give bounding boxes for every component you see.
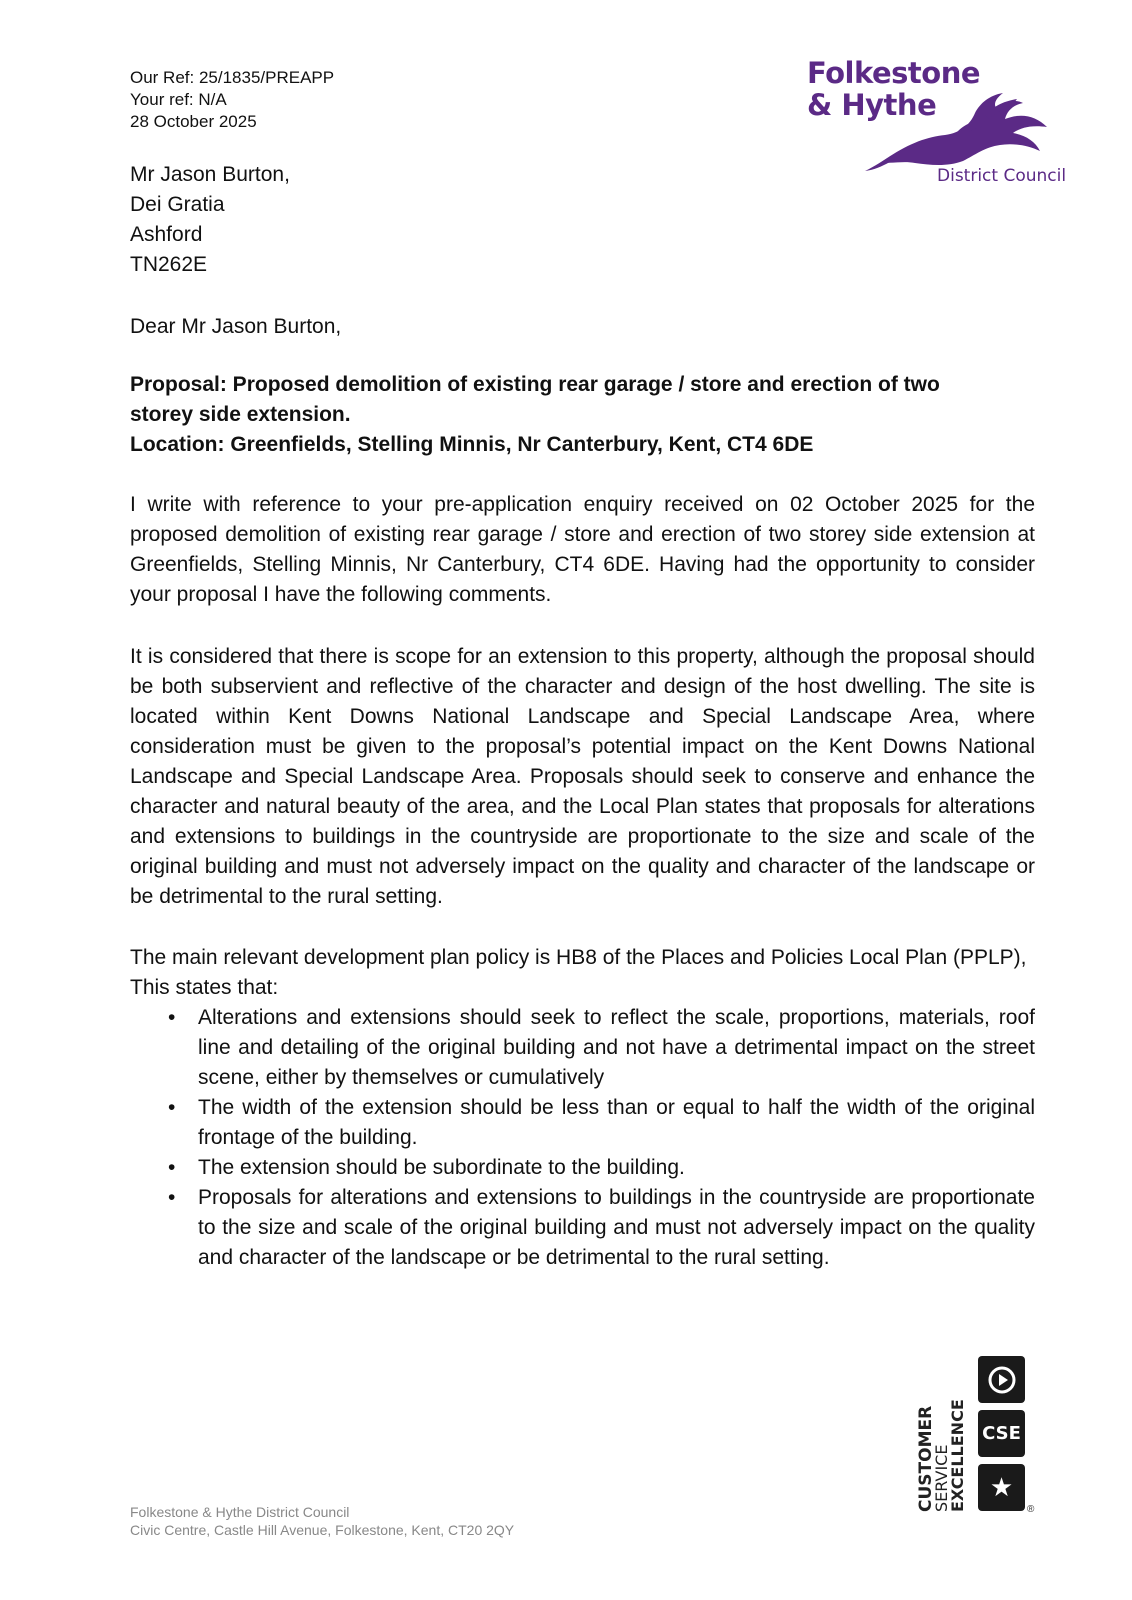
- recipient-address: [130, 160, 290, 280]
- logo-text-hythe: & Hythe: [807, 88, 937, 122]
- play-icon: [978, 1356, 1025, 1403]
- address-line: Mr Jason Burton,: [130, 163, 290, 186]
- bullet-text: Proposals for alterations and extensions to buildings in the countryside are proportionate to the size and scale of the original building and must not adversely impact on the quality and character of the landscape or be detrimental to the rural setting.: [198, 1186, 1035, 1269]
- cse-word-customer: CUSTOMER: [916, 1405, 936, 1512]
- bullet-text: The width of the extension should be less than or equal to half the width of the original frontage of the building.: [198, 1096, 1035, 1149]
- your-ref: Your ref: N/A: [130, 90, 227, 109]
- bullet-icon: •: [168, 1006, 176, 1029]
- subject-block: [130, 370, 1035, 460]
- paragraph-intro: I write with reference to your pre-application enquiry received on 02 October 2025 for the proposed demolition of existing rear garage / store and erection of two storey side extension at Greenfields, Stelling Minnis, Nr Canterbury, CT4 6DE. Having had the opportunity to consider your proposal I have the following comments.: [130, 493, 1035, 606]
- address-line: Ashford: [130, 223, 203, 246]
- customer-service-excellence-badge: [918, 1380, 1038, 1550]
- logo-text-district-council: District Council: [937, 166, 1067, 186]
- address-line: TN262E: [130, 253, 208, 276]
- list-item: [130, 1093, 1035, 1153]
- location-line: Location: Greenfields, Stelling Minnis, Nr Canterbury, Kent, CT4 6DE: [130, 433, 814, 456]
- salutation: Dear Mr Jason Burton,: [130, 315, 342, 338]
- proposal-line-2: storey side extension.: [130, 403, 351, 426]
- bullet-icon: •: [168, 1156, 176, 1179]
- footer-line-2: Civic Centre, Castle Hill Avenue, Folkestone, Kent, CT20 2QY: [130, 1522, 515, 1538]
- council-logo: [800, 50, 1065, 200]
- proposal-line-1: Proposal: Proposed demolition of existing rear garage / store and erection of two: [130, 373, 940, 396]
- reference-block: [130, 67, 334, 133]
- bullet-icon: •: [168, 1186, 176, 1209]
- cse-box: CSE: [978, 1410, 1025, 1457]
- paragraph-scope: It is considered that there is scope for an extension to this property, although the proposal should be both subservient and reflective of the character and design of the host dwelling. The site is located within Kent Downs National Landscape and Special Landscape Area, where consideration must be given to the proposal’s potential impact on the Kent Downs National Landscape and Special Landscape Area. Proposals should seek to conserve and enhance the character and natural beauty of the area, and the Local Plan states that proposals for alterations and extensions to buildings in the countryside are proportionate to the size and scale of the original building and must not adversely impact on the quality and character of the landscape or be detrimental to the rural setting.: [130, 645, 1035, 908]
- cse-word-service: SERVICE: [932, 1444, 951, 1512]
- cse-words: [918, 1380, 974, 1544]
- list-item: [130, 1003, 1035, 1093]
- our-ref: Our Ref: 25/1835/PREAPP: [130, 68, 335, 87]
- registered-mark: ®: [1027, 1504, 1035, 1515]
- bullet-text: Alterations and extensions should seek to reflect the scale, proportions, materials, roof line and detailing of the original building and not have a detrimental impact on the street scene, either by themselves or cumulatively: [198, 1006, 1035, 1089]
- star-icon: ★: [978, 1464, 1025, 1511]
- logo-text-folkestone: Folkestone: [807, 56, 981, 90]
- letter-date: 28 October 2025: [130, 112, 257, 131]
- cse-word-excellence: EXCELLENCE: [948, 1399, 967, 1512]
- paragraph-policy: The main relevant development plan policy is HB8 of the Places and Policies Local Plan (PPLP), This states that:: [130, 946, 1027, 999]
- footer-address: [130, 1503, 514, 1539]
- bullet-icon: •: [168, 1096, 176, 1119]
- address-line: Dei Gratia: [130, 193, 225, 216]
- horse-icon: [835, 75, 1065, 175]
- list-item: [130, 1153, 1035, 1183]
- list-item: [130, 1183, 1035, 1273]
- footer-line-1: Folkestone & Hythe District Council: [130, 1504, 350, 1520]
- policy-bullet-list: [130, 1003, 1035, 1273]
- bullet-text: The extension should be subordinate to the building.: [198, 1156, 685, 1179]
